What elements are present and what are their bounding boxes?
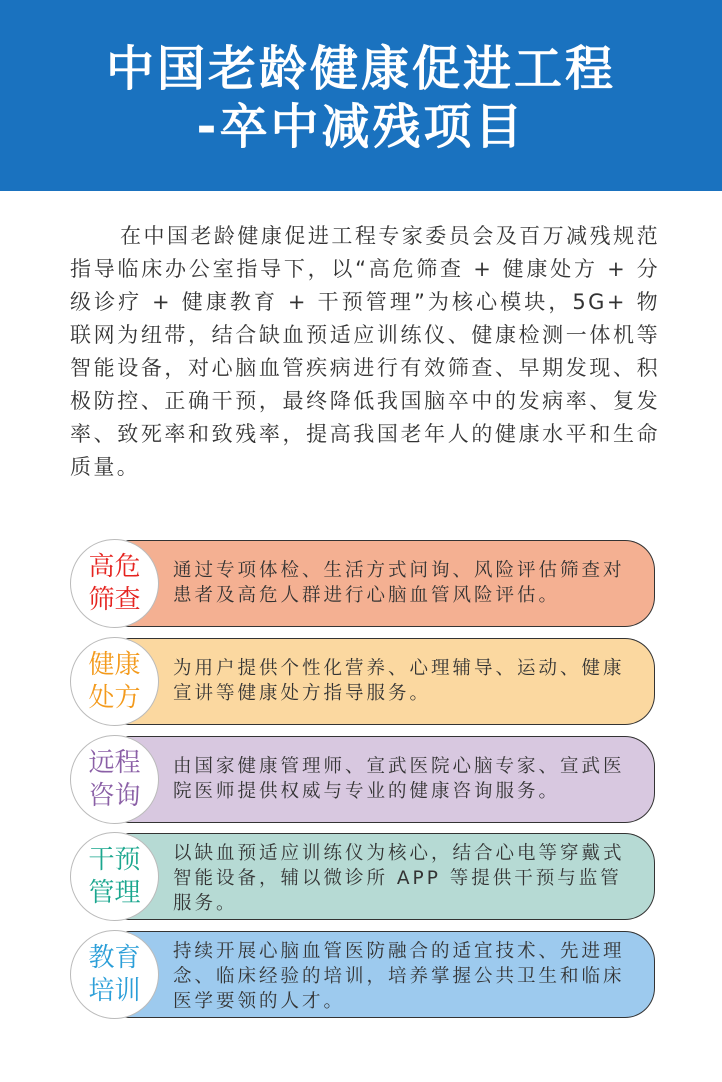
card-label-line1: 远程 (88, 747, 141, 778)
card-description: 为用户提供个性化营养、心理辅导、运动、健康宣讲等健康处方指导服务。 (173, 658, 625, 704)
feature-card (70, 540, 655, 627)
feature-card (70, 931, 655, 1018)
card-label-circle (70, 930, 159, 1019)
card-description: 持续开展心脑血管医防融合的适宜技术、先进理念、临床经验的培训，培养掌握公共卫生和临床医学要领的人才。 (173, 941, 625, 1012)
card-label-line2: 咨询 (88, 780, 141, 811)
card-label-line1: 干预 (88, 844, 141, 875)
page-title: 中国老龄健康促进工程 (105, 41, 616, 97)
card-label-line2: 管理 (88, 877, 141, 908)
page-subtitle: -卒中减残项目 (196, 99, 526, 155)
feature-card (70, 736, 655, 823)
card-description: 由国家健康管理师、宣武医院心脑专家、宣武医院医师提供权威与专业的健康咨询服务。 (173, 756, 625, 802)
card-label-line1: 健康 (88, 649, 141, 680)
card-label-circle (70, 539, 159, 628)
card-label-line2: 培训 (88, 975, 141, 1006)
card-label-line1: 高危 (88, 551, 141, 582)
card-label-circle (70, 637, 159, 726)
card-description: 通过专项体检、生活方式问询、风险评估筛查对患者及高危人群进行心脑血管风险评估。 (173, 560, 625, 606)
card-label-line2: 处方 (88, 682, 141, 713)
card-label-circle (70, 735, 159, 824)
feature-card (70, 833, 655, 920)
card-label-line2: 筛查 (88, 584, 141, 615)
card-label-line1: 教育 (88, 942, 141, 973)
card-label-circle (70, 832, 159, 921)
intro-paragraph: 在中国老龄健康促进工程专家委员会及百万减残规范指导临床办公室指导下，以“高危筛查 + 健康处方 + 分级诊疗 + 健康教育 + 干预管理”为核心模块，5G+ 物联网为纽带，结合缺血预适应训练仪、健康检测一体机等智能设备，对心脑血管疾病进行有效筛查、早期发现、积极防控、正确干预，最终降低我国脑卒中的发病率、复发率、致死率和致残率，提高我国老年人的健康水平和生命质量。 (70, 224, 660, 479)
feature-card (70, 638, 655, 725)
card-description: 以缺血预适应训练仪为核心，结合心电等穿戴式智能设备，辅以微诊所 APP 等提供干预与监管服务。 (173, 843, 625, 914)
header-banner (0, 0, 722, 191)
